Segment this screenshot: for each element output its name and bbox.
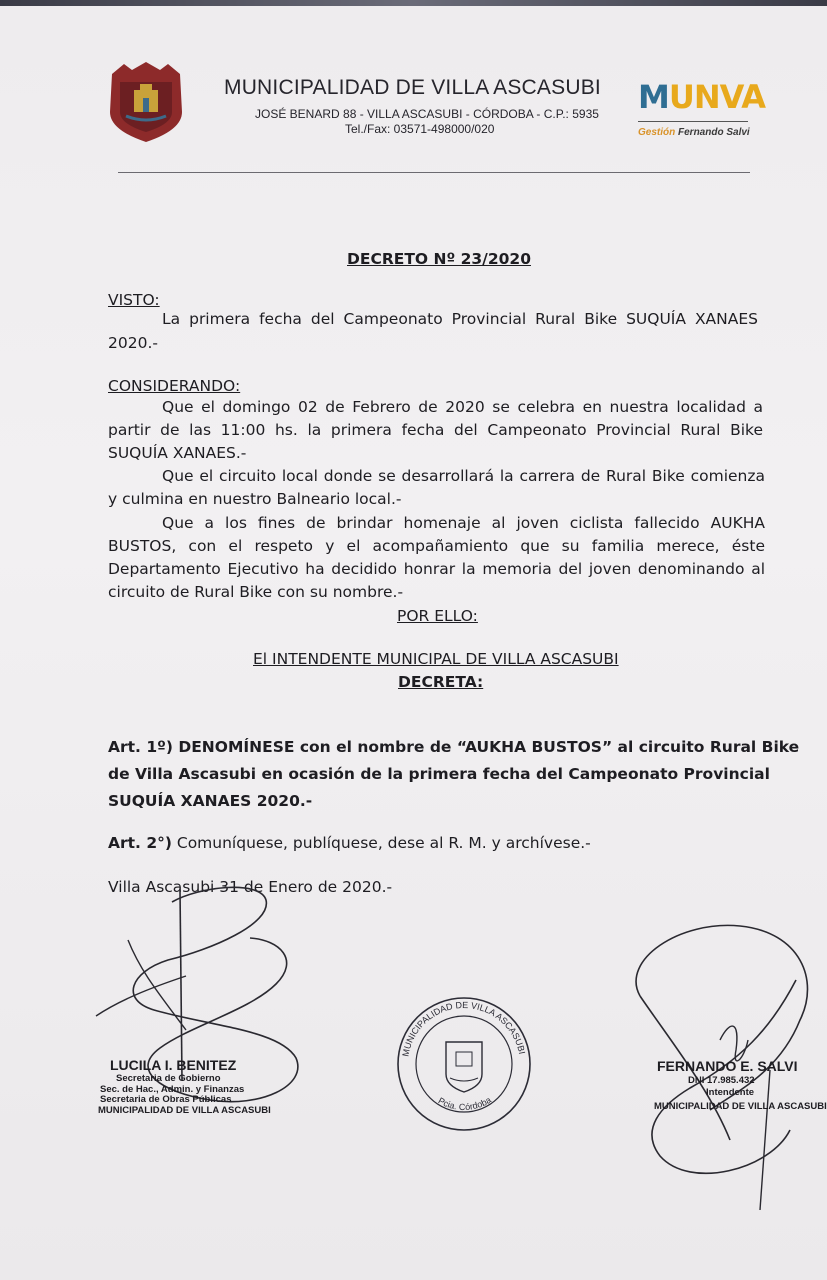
- scan-edge: [0, 0, 827, 6]
- signature-right-dni: DNI 17.985.432: [688, 1075, 755, 1086]
- logo-subtitle: [638, 127, 750, 138]
- considerando-2-line-2: y culmina en nuestro Balneario local.-: [108, 490, 402, 508]
- considerando-label: CONSIDERANDO:: [108, 377, 241, 395]
- munva-logo-text-rest: UNVA: [668, 78, 765, 116]
- signature-left-name: LUCILA I. BENITEZ: [110, 1057, 237, 1073]
- seal-text-bottom: Pcia. Córdoba: [436, 1094, 493, 1113]
- visto-label: VISTO:: [108, 291, 160, 309]
- visto-line-1: La primera fecha del Campeonato Provincial Rural Bike SUQUÍA XANAES: [162, 310, 758, 328]
- munva-logo: [638, 78, 765, 116]
- considerando-1-line-1: Que el domingo 02 de Febrero de 2020 se celebra en nuestra localidad a: [162, 398, 763, 416]
- header-divider: [118, 172, 750, 173]
- signature-left-role-2: Sec. de Hac., Admin. y Finanzas: [100, 1084, 245, 1095]
- municipality-title: MUNICIPALIDAD DE VILLA ASCASUBI: [224, 76, 601, 99]
- considerando-3-line-2: BUSTOS, con el respeto y el acompañamiento que su familia merece, éste: [108, 537, 765, 555]
- article-2-label: Art. 2°): [108, 834, 172, 852]
- logo-subtitle-a: Gestión: [638, 127, 676, 138]
- logo-subtitle-b: Fernando Salvi: [678, 127, 750, 138]
- decree-title: DECRETO Nº 23/2020: [347, 250, 531, 268]
- signature-right-name: FERNANDO E. SALVI: [657, 1058, 798, 1074]
- decreta-heading: DECRETA:: [398, 673, 484, 691]
- municipality-phone: Tel./Fax: 03571-498000/020: [345, 122, 495, 136]
- seal-text-top: MUNICIPALIDAD DE VILLA ASCASUBI: [400, 999, 528, 1058]
- municipality-address: JOSÉ BENARD 88 - VILLA ASCASUBI - CÓRDOBA - C.P.: 5935: [255, 107, 599, 121]
- considerando-1-line-2: partir de las 11:00 hs. la primera fecha del Campeonato Provincial Rural Bike: [108, 421, 763, 439]
- article-1-line-2: de Villa Ascasubi en ocasión de la primera fecha del Campeonato Provincial: [108, 765, 770, 783]
- signature-left-role-3: Secretaria de Obras Públicas: [100, 1094, 232, 1105]
- coat-of-arms-icon: [104, 60, 188, 144]
- signature-left-role-1: Secretaria de Gobierno: [116, 1073, 221, 1084]
- place-date: Villa Ascasubi 31 de Enero de 2020.-: [108, 878, 393, 896]
- considerando-3-line-4: circuito de Rural Bike con su nombre.-: [108, 583, 404, 601]
- article-2: [108, 832, 591, 856]
- munva-logo-text: M: [638, 78, 669, 116]
- article-2-text: Comuníquese, publíquese, dese al R. M. y archívese.-: [171, 834, 591, 852]
- signature-right-role: Intendente: [706, 1087, 755, 1098]
- signature-left-org: MUNICIPALIDAD DE VILLA ASCASUBI: [98, 1105, 271, 1116]
- municipal-seal-icon: [394, 994, 534, 1134]
- por-ello: POR ELLO:: [397, 607, 478, 625]
- article-1-line-1: Art. 1º) DENOMÍNESE con el nombre de “AUKHA BUSTOS” al circuito Rural Bike: [108, 738, 800, 756]
- considerando-3-line-1: Que a los fines de brindar homenaje al joven ciclista fallecido AUKHA: [162, 514, 765, 532]
- article-1-line-3: SUQUÍA XANAES 2020.-: [108, 792, 313, 810]
- considerando-2-line-1: Que el circuito local donde se desarrollará la carrera de Rural Bike comienza: [162, 467, 765, 485]
- considerando-1-line-3: SUQUÍA XANAES.-: [108, 444, 247, 462]
- intendente-heading: El INTENDENTE MUNICIPAL DE VILLA ASCASUBI: [253, 650, 619, 668]
- logo-rule: [638, 121, 748, 122]
- signature-right-org: MUNICIPALIDAD DE VILLA ASCASUBI: [654, 1101, 827, 1112]
- considerando-3-line-3: Departamento Ejecutivo ha decidido honrar la memoria del joven denominando al: [108, 560, 765, 578]
- visto-line-2: 2020.-: [108, 334, 158, 352]
